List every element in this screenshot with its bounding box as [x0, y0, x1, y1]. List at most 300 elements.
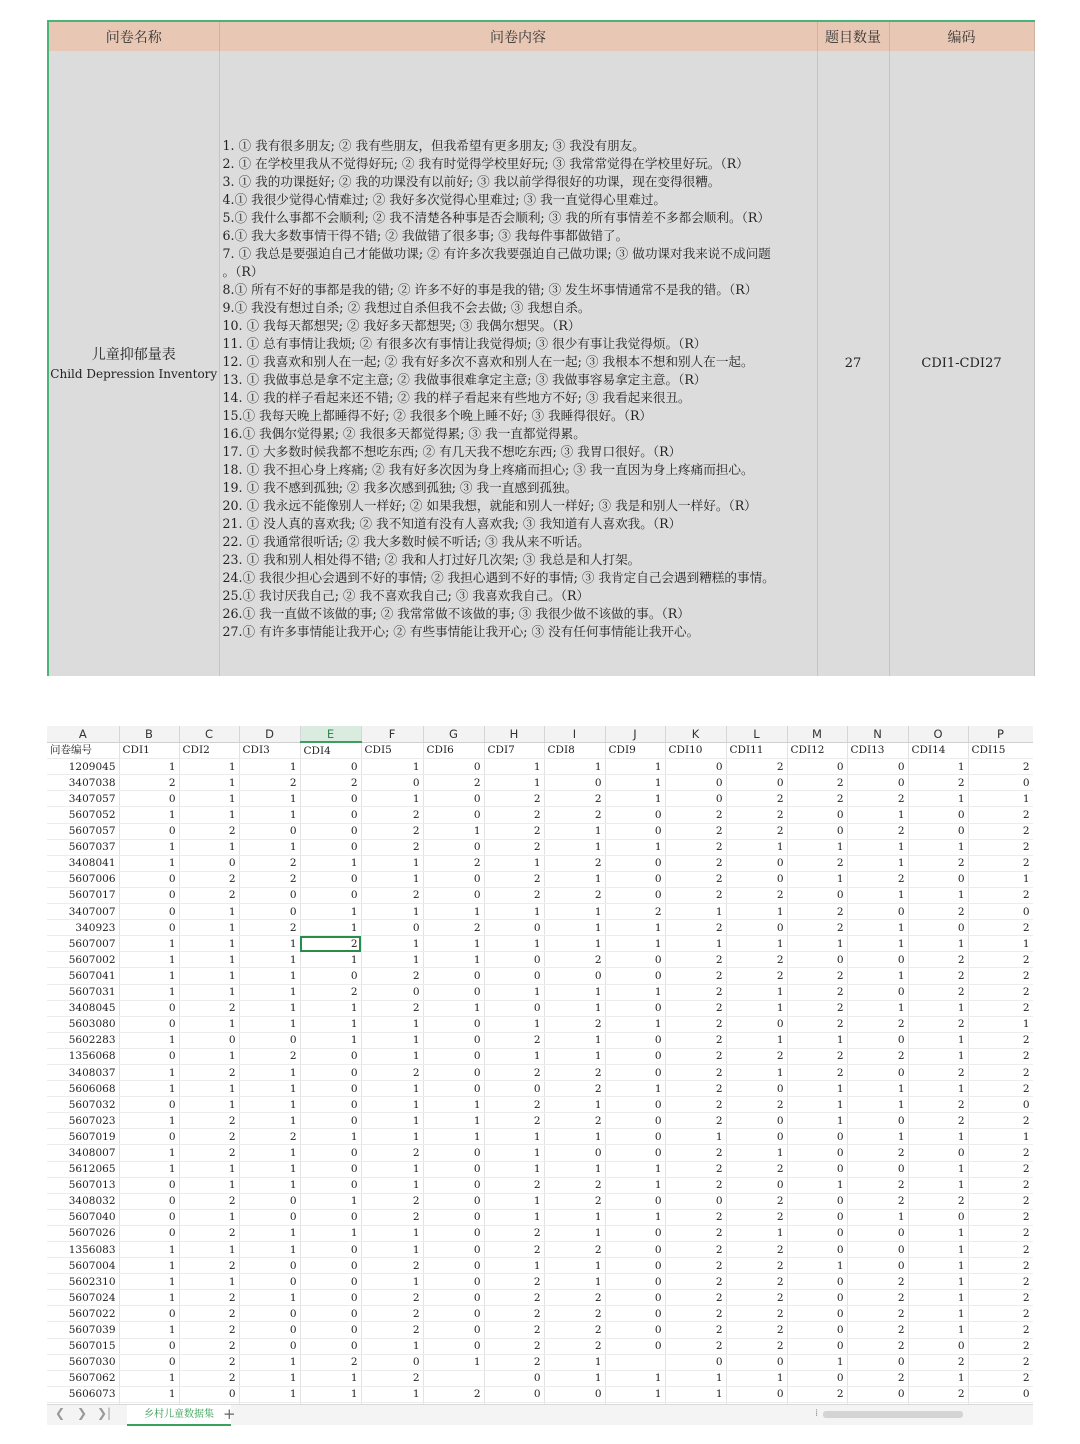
table-cell[interactable]: 1: [179, 920, 239, 936]
table-cell[interactable]: 2: [484, 1306, 544, 1322]
table-cell[interactable]: 1: [908, 1161, 968, 1177]
table-cell[interactable]: 1: [361, 1242, 423, 1258]
row-id-cell[interactable]: 5607037: [47, 839, 119, 855]
table-cell[interactable]: 2: [119, 775, 179, 791]
table-cell[interactable]: 1: [484, 1193, 544, 1209]
table-cell[interactable]: 1: [484, 1129, 544, 1145]
table-cell[interactable]: 0: [119, 904, 179, 920]
table-cell[interactable]: 2: [908, 775, 968, 791]
table-cell[interactable]: 1: [544, 1225, 605, 1241]
table-cell[interactable]: 1: [361, 1274, 423, 1290]
row-id-cell[interactable]: 5607017: [47, 887, 119, 903]
table-cell[interactable]: 1: [239, 839, 300, 855]
table-cell[interactable]: 2: [665, 1145, 726, 1161]
table-cell[interactable]: 2: [179, 1145, 239, 1161]
row-id-cell[interactable]: 340923: [47, 920, 119, 936]
table-cell[interactable]: 2: [484, 807, 544, 823]
table-cell[interactable]: 2: [484, 887, 544, 903]
table-cell[interactable]: 2: [726, 1274, 787, 1290]
table-cell[interactable]: 1: [544, 1032, 605, 1048]
table-cell[interactable]: 2: [968, 1193, 1033, 1209]
table-cell[interactable]: 0: [119, 1000, 179, 1016]
column-header-i[interactable]: I: [544, 726, 605, 742]
table-cell[interactable]: 2: [968, 968, 1033, 984]
table-cell[interactable]: 1: [119, 1290, 179, 1306]
table-cell[interactable]: 2: [179, 1225, 239, 1241]
table-cell[interactable]: 1: [300, 855, 361, 871]
table-cell[interactable]: 2: [484, 1225, 544, 1241]
table-cell[interactable]: 2: [968, 1000, 1033, 1016]
row-id-cell[interactable]: 5607026: [47, 1225, 119, 1241]
table-cell[interactable]: 1: [665, 1129, 726, 1145]
table-cell[interactable]: 0: [300, 1306, 361, 1322]
table-cell[interactable]: 0: [847, 1258, 908, 1274]
table-cell[interactable]: 2: [968, 1306, 1033, 1322]
table-cell[interactable]: 0: [908, 1209, 968, 1225]
table-cell[interactable]: 0: [908, 920, 968, 936]
table-cell[interactable]: 2: [239, 1129, 300, 1145]
table-cell[interactable]: 2: [239, 855, 300, 871]
table-cell[interactable]: 1: [423, 1113, 484, 1129]
table-cell[interactable]: 1: [544, 1258, 605, 1274]
table-cell[interactable]: 2: [847, 1193, 908, 1209]
table-cell[interactable]: 0: [787, 1290, 847, 1306]
table-cell[interactable]: 1: [605, 1081, 665, 1097]
table-cell[interactable]: 1: [300, 1193, 361, 1209]
table-cell[interactable]: 0: [423, 1081, 484, 1097]
table-cell[interactable]: 0: [726, 871, 787, 887]
table-cell[interactable]: 0: [847, 1064, 908, 1080]
table-cell[interactable]: 1: [239, 936, 300, 952]
table-cell[interactable]: 2: [968, 855, 1033, 871]
table-cell[interactable]: 2: [726, 968, 787, 984]
table-cell[interactable]: 0: [847, 1354, 908, 1370]
table-cell[interactable]: 2: [787, 968, 847, 984]
table-cell[interactable]: 1: [361, 1161, 423, 1177]
table-cell[interactable]: 2: [968, 823, 1033, 839]
table-cell[interactable]: 1: [484, 904, 544, 920]
row-id-cell[interactable]: 3407038: [47, 775, 119, 791]
table-cell[interactable]: 2: [726, 1306, 787, 1322]
table-cell[interactable]: 2: [665, 920, 726, 936]
table-cell[interactable]: 1: [239, 759, 300, 775]
table-cell[interactable]: 0: [300, 759, 361, 775]
table-cell[interactable]: 0: [605, 807, 665, 823]
table-cell[interactable]: 1: [119, 1032, 179, 1048]
table-cell[interactable]: 2: [484, 871, 544, 887]
table-cell[interactable]: 2: [179, 823, 239, 839]
table-cell[interactable]: 1: [361, 871, 423, 887]
row-id-cell[interactable]: 5607039: [47, 1322, 119, 1338]
table-cell[interactable]: 2: [726, 1209, 787, 1225]
table-cell[interactable]: 2: [179, 1064, 239, 1080]
table-cell[interactable]: 2: [908, 1064, 968, 1080]
row-id-cell[interactable]: 5607057: [47, 823, 119, 839]
table-cell[interactable]: 0: [605, 823, 665, 839]
table-cell[interactable]: 1: [544, 759, 605, 775]
table-cell[interactable]: 0: [544, 1386, 605, 1402]
table-cell[interactable]: 0: [726, 920, 787, 936]
table-cell[interactable]: 2: [484, 1032, 544, 1048]
table-cell[interactable]: 2: [423, 920, 484, 936]
table-cell[interactable]: 2: [908, 984, 968, 1000]
table-cell[interactable]: 1: [484, 1016, 544, 1032]
first-sheet-icon[interactable]: ❮: [55, 1406, 66, 1420]
table-cell[interactable]: 0: [423, 1306, 484, 1322]
table-cell[interactable]: [605, 1354, 665, 1370]
table-cell[interactable]: 0: [605, 871, 665, 887]
table-cell[interactable]: 1: [179, 968, 239, 984]
table-cell[interactable]: 0: [605, 1000, 665, 1016]
table-cell[interactable]: 0: [787, 1370, 847, 1386]
table-cell[interactable]: 1: [361, 759, 423, 775]
table-cell[interactable]: 1: [605, 936, 665, 952]
table-cell[interactable]: 1: [726, 839, 787, 855]
table-cell[interactable]: 2: [787, 855, 847, 871]
table-cell[interactable]: 0: [300, 1338, 361, 1354]
table-cell[interactable]: 1: [300, 1000, 361, 1016]
row-id-cell[interactable]: 5603080: [47, 1016, 119, 1032]
table-cell[interactable]: 1: [544, 936, 605, 952]
table-cell[interactable]: 2: [787, 904, 847, 920]
table-cell[interactable]: [423, 1370, 484, 1386]
table-cell[interactable]: 0: [300, 1209, 361, 1225]
table-cell[interactable]: 0: [423, 1290, 484, 1306]
table-cell[interactable]: 2: [239, 871, 300, 887]
table-cell[interactable]: 2: [300, 936, 361, 952]
table-cell[interactable]: 2: [665, 1032, 726, 1048]
table-cell[interactable]: 1: [787, 1113, 847, 1129]
table-cell[interactable]: 2: [847, 1177, 908, 1193]
table-cell[interactable]: 2: [726, 1338, 787, 1354]
table-cell[interactable]: 1: [605, 775, 665, 791]
table-cell[interactable]: 0: [847, 775, 908, 791]
table-cell[interactable]: 2: [726, 1161, 787, 1177]
column-header-j[interactable]: J: [605, 726, 665, 742]
table-cell[interactable]: 0: [119, 1354, 179, 1370]
table-cell[interactable]: 0: [605, 1064, 665, 1080]
table-cell[interactable]: 1: [484, 984, 544, 1000]
table-cell[interactable]: 0: [726, 1177, 787, 1193]
table-cell[interactable]: 0: [726, 775, 787, 791]
row-id-cell[interactable]: 1356068: [47, 1048, 119, 1064]
table-cell[interactable]: 1: [484, 855, 544, 871]
row-id-cell[interactable]: 5607041: [47, 968, 119, 984]
table-cell[interactable]: 2: [847, 1016, 908, 1032]
table-cell[interactable]: 1: [665, 936, 726, 952]
table-cell[interactable]: 0: [665, 791, 726, 807]
table-cell[interactable]: 0: [605, 968, 665, 984]
table-cell[interactable]: 2: [544, 855, 605, 871]
table-cell[interactable]: 2: [665, 855, 726, 871]
table-cell[interactable]: 0: [423, 791, 484, 807]
table-cell[interactable]: 2: [300, 984, 361, 1000]
table-cell[interactable]: 1: [908, 1306, 968, 1322]
table-cell[interactable]: 1: [847, 920, 908, 936]
row-id-cell[interactable]: 5607013: [47, 1177, 119, 1193]
table-cell[interactable]: 1: [726, 1064, 787, 1080]
table-cell[interactable]: 1: [605, 1370, 665, 1386]
table-cell[interactable]: 1: [787, 871, 847, 887]
table-cell[interactable]: 2: [968, 1225, 1033, 1241]
table-cell[interactable]: 0: [847, 952, 908, 968]
table-cell[interactable]: 0: [239, 1258, 300, 1274]
table-cell[interactable]: 2: [968, 1161, 1033, 1177]
column-header-l[interactable]: L: [726, 726, 787, 742]
table-cell[interactable]: 1: [361, 1129, 423, 1145]
row-id-cell[interactable]: 5607004: [47, 1258, 119, 1274]
field-label-cell[interactable]: CDI9: [605, 742, 665, 759]
horizontal-scrollbar[interactable]: [823, 1411, 963, 1418]
table-cell[interactable]: 0: [847, 1386, 908, 1402]
table-cell[interactable]: 0: [300, 823, 361, 839]
table-cell[interactable]: 1: [605, 1016, 665, 1032]
table-cell[interactable]: 0: [968, 1097, 1033, 1113]
table-cell[interactable]: 1: [908, 1000, 968, 1016]
table-cell[interactable]: 0: [787, 1161, 847, 1177]
table-cell[interactable]: 0: [847, 1161, 908, 1177]
row-id-cell[interactable]: 3408041: [47, 855, 119, 871]
table-cell[interactable]: 2: [361, 887, 423, 903]
table-cell[interactable]: 1: [908, 1274, 968, 1290]
table-cell[interactable]: 0: [787, 1274, 847, 1290]
table-cell[interactable]: 2: [726, 1048, 787, 1064]
table-cell[interactable]: 2: [968, 839, 1033, 855]
table-cell[interactable]: 1: [484, 1161, 544, 1177]
table-cell[interactable]: 2: [908, 952, 968, 968]
table-cell[interactable]: 1: [908, 1290, 968, 1306]
table-cell[interactable]: 1: [726, 1370, 787, 1386]
table-cell[interactable]: 0: [239, 887, 300, 903]
table-cell[interactable]: 0: [119, 791, 179, 807]
table-cell[interactable]: 1: [544, 904, 605, 920]
table-cell[interactable]: 1: [908, 1081, 968, 1097]
table-cell[interactable]: 2: [179, 1290, 239, 1306]
table-cell[interactable]: 0: [300, 839, 361, 855]
table-cell[interactable]: 0: [908, 807, 968, 823]
table-cell[interactable]: 2: [361, 1193, 423, 1209]
table-cell[interactable]: 2: [787, 775, 847, 791]
table-cell[interactable]: 1: [119, 1258, 179, 1274]
table-cell[interactable]: 2: [968, 920, 1033, 936]
table-cell[interactable]: 1: [239, 1177, 300, 1193]
table-cell[interactable]: 0: [605, 1338, 665, 1354]
row-id-cell[interactable]: 5607024: [47, 1290, 119, 1306]
questionnaire-count-cell[interactable]: 27: [817, 51, 889, 676]
table-cell[interactable]: 1: [239, 1113, 300, 1129]
table-cell[interactable]: 0: [908, 823, 968, 839]
table-cell[interactable]: 2: [544, 952, 605, 968]
table-cell[interactable]: 1: [119, 952, 179, 968]
table-cell[interactable]: 2: [968, 1081, 1033, 1097]
table-cell[interactable]: 1: [605, 1177, 665, 1193]
table-cell[interactable]: 1: [787, 1097, 847, 1113]
table-cell[interactable]: 1: [908, 1370, 968, 1386]
table-cell[interactable]: 1: [179, 1209, 239, 1225]
add-sheet-button[interactable]: +: [223, 1405, 236, 1423]
table-cell[interactable]: 0: [119, 1225, 179, 1241]
table-cell[interactable]: 0: [787, 759, 847, 775]
table-cell[interactable]: 2: [787, 791, 847, 807]
table-cell[interactable]: 2: [300, 1354, 361, 1370]
table-cell[interactable]: 1: [484, 936, 544, 952]
column-header-e[interactable]: E: [300, 726, 361, 742]
table-cell[interactable]: 1: [361, 936, 423, 952]
table-cell[interactable]: 2: [665, 984, 726, 1000]
table-cell[interactable]: 2: [726, 1290, 787, 1306]
table-cell[interactable]: 2: [665, 1048, 726, 1064]
table-cell[interactable]: 1: [544, 1354, 605, 1370]
table-cell[interactable]: 1: [423, 904, 484, 920]
table-cell[interactable]: 1: [787, 1258, 847, 1274]
table-cell[interactable]: 1: [908, 887, 968, 903]
table-cell[interactable]: 2: [544, 1338, 605, 1354]
table-cell[interactable]: 1: [361, 791, 423, 807]
table-cell[interactable]: 2: [361, 1209, 423, 1225]
column-header-h[interactable]: H: [484, 726, 544, 742]
row-id-cell[interactable]: 3408045: [47, 1000, 119, 1016]
table-cell[interactable]: 1: [787, 1081, 847, 1097]
table-cell[interactable]: 2: [484, 839, 544, 855]
table-cell[interactable]: 0: [239, 1193, 300, 1209]
table-cell[interactable]: 2: [908, 1386, 968, 1402]
table-cell[interactable]: 0: [423, 1064, 484, 1080]
table-cell[interactable]: 2: [908, 1113, 968, 1129]
table-cell[interactable]: 1: [605, 1386, 665, 1402]
table-cell[interactable]: 1: [847, 807, 908, 823]
last-sheet-icon[interactable]: ❯|: [97, 1406, 112, 1420]
table-cell[interactable]: 0: [119, 1193, 179, 1209]
table-cell[interactable]: 1: [239, 984, 300, 1000]
table-cell[interactable]: 2: [361, 1000, 423, 1016]
table-cell[interactable]: 2: [787, 1386, 847, 1402]
table-cell[interactable]: 1: [544, 1209, 605, 1225]
table-cell[interactable]: 1: [605, 791, 665, 807]
table-cell[interactable]: 0: [119, 823, 179, 839]
table-cell[interactable]: 0: [847, 1113, 908, 1129]
table-cell[interactable]: 2: [484, 1274, 544, 1290]
table-cell[interactable]: 0: [300, 1097, 361, 1113]
table-cell[interactable]: 0: [300, 1081, 361, 1097]
table-cell[interactable]: 2: [484, 823, 544, 839]
table-cell[interactable]: 1: [726, 984, 787, 1000]
field-label-cell[interactable]: 问卷编号: [47, 742, 119, 759]
field-label-cell[interactable]: CDI10: [665, 742, 726, 759]
table-cell[interactable]: 0: [239, 1322, 300, 1338]
table-cell[interactable]: 1: [300, 1386, 361, 1402]
table-cell[interactable]: 2: [179, 1338, 239, 1354]
table-cell[interactable]: 2: [361, 839, 423, 855]
table-cell[interactable]: 0: [179, 855, 239, 871]
table-cell[interactable]: 1: [179, 1016, 239, 1032]
table-cell[interactable]: 0: [300, 871, 361, 887]
table-cell[interactable]: 1: [239, 807, 300, 823]
table-cell[interactable]: 1: [544, 1161, 605, 1177]
table-cell[interactable]: 1: [544, 1048, 605, 1064]
table-cell[interactable]: 2: [968, 1370, 1033, 1386]
table-cell[interactable]: 0: [605, 952, 665, 968]
table-cell[interactable]: 1: [847, 839, 908, 855]
table-cell[interactable]: 0: [239, 1032, 300, 1048]
table-cell[interactable]: 1: [847, 1129, 908, 1145]
table-cell[interactable]: 0: [605, 1048, 665, 1064]
table-cell[interactable]: 0: [787, 1322, 847, 1338]
table-cell[interactable]: 1: [847, 1097, 908, 1113]
table-cell[interactable]: 1: [179, 1048, 239, 1064]
table-cell[interactable]: 1: [361, 1097, 423, 1113]
table-cell[interactable]: 0: [300, 1048, 361, 1064]
table-cell[interactable]: 1: [179, 936, 239, 952]
table-cell[interactable]: 0: [300, 1242, 361, 1258]
table-cell[interactable]: 0: [726, 1129, 787, 1145]
table-cell[interactable]: 2: [968, 1258, 1033, 1274]
questionnaire-code-cell[interactable]: CDI1-CDI27: [889, 51, 1034, 676]
table-cell[interactable]: 2: [484, 1290, 544, 1306]
table-cell[interactable]: 1: [726, 1145, 787, 1161]
table-cell[interactable]: 1: [119, 1386, 179, 1402]
row-id-cell[interactable]: 5607002: [47, 952, 119, 968]
column-header-n[interactable]: N: [847, 726, 908, 742]
table-cell[interactable]: 0: [423, 839, 484, 855]
table-cell[interactable]: 2: [726, 1097, 787, 1113]
table-cell[interactable]: 0: [300, 968, 361, 984]
table-cell[interactable]: 2: [847, 1048, 908, 1064]
table-cell[interactable]: 0: [119, 1097, 179, 1113]
table-cell[interactable]: 1: [179, 1242, 239, 1258]
table-cell[interactable]: 1: [908, 1242, 968, 1258]
field-label-cell[interactable]: CDI5: [361, 742, 423, 759]
table-cell[interactable]: 0: [605, 1306, 665, 1322]
table-cell[interactable]: 2: [847, 1322, 908, 1338]
table-cell[interactable]: 0: [605, 887, 665, 903]
table-cell[interactable]: 0: [119, 1016, 179, 1032]
table-cell[interactable]: 2: [787, 920, 847, 936]
table-cell[interactable]: 2: [726, 759, 787, 775]
table-cell[interactable]: 0: [605, 1322, 665, 1338]
table-cell[interactable]: 2: [665, 1209, 726, 1225]
table-cell[interactable]: 2: [968, 1338, 1033, 1354]
table-cell[interactable]: 2: [544, 1016, 605, 1032]
table-cell[interactable]: 2: [726, 807, 787, 823]
table-cell[interactable]: 1: [361, 1386, 423, 1402]
table-cell[interactable]: 0: [423, 1274, 484, 1290]
table-cell[interactable]: 0: [787, 823, 847, 839]
table-cell[interactable]: 0: [605, 1258, 665, 1274]
table-cell[interactable]: 1: [787, 1354, 847, 1370]
table-cell[interactable]: 0: [544, 775, 605, 791]
column-header-m[interactable]: M: [787, 726, 847, 742]
table-cell[interactable]: 1: [239, 1064, 300, 1080]
table-cell[interactable]: 1: [787, 1177, 847, 1193]
table-cell[interactable]: 1: [544, 1097, 605, 1113]
table-cell[interactable]: 1: [726, 1000, 787, 1016]
table-cell[interactable]: 1: [239, 1097, 300, 1113]
table-cell[interactable]: 0: [968, 1386, 1033, 1402]
table-cell[interactable]: 1: [119, 1242, 179, 1258]
table-cell[interactable]: 1: [300, 920, 361, 936]
table-cell[interactable]: 1: [179, 952, 239, 968]
table-cell[interactable]: 0: [179, 1032, 239, 1048]
row-id-cell[interactable]: 5602283: [47, 1032, 119, 1048]
table-cell[interactable]: 1: [423, 936, 484, 952]
table-cell[interactable]: 0: [119, 1338, 179, 1354]
table-cell[interactable]: 0: [908, 1145, 968, 1161]
table-cell[interactable]: 2: [787, 1000, 847, 1016]
table-cell[interactable]: 2: [847, 1290, 908, 1306]
table-cell[interactable]: 2: [544, 1113, 605, 1129]
table-cell[interactable]: 2: [847, 1338, 908, 1354]
table-cell[interactable]: 1: [239, 1000, 300, 1016]
